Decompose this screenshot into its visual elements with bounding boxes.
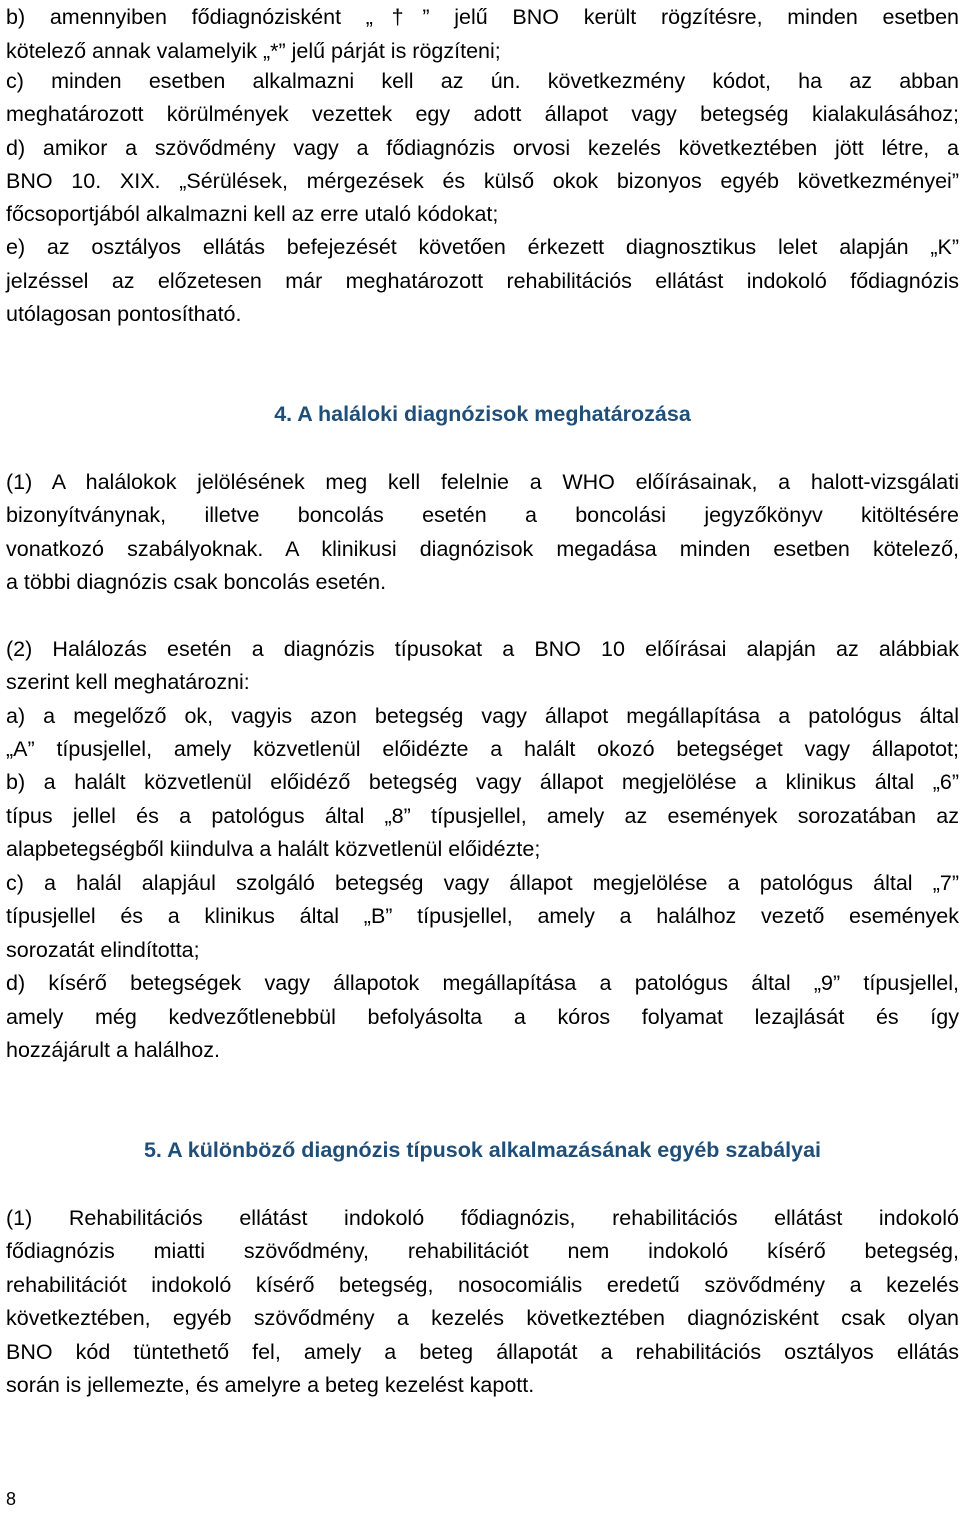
section-4-item-c-line-1: c) a halál alapjául szolgáló betegség vagy állapot megjelölése a patológus által „7” [6, 871, 959, 895]
section-4-item-a-line-2: „A” típusjellel, amely közvetlenül előidézte a halált okozó betegséget vagy állapotot; [6, 737, 959, 761]
section-4-p2-line-1: (2) Halálozás esetén a diagnózis típusokat a BNO 10 előírásai alapján az alábbiak [6, 637, 959, 661]
section-5-p1-line-4: következtében, egyéb szövődmény a kezelés következtében diagnózisként csak olyan [6, 1306, 959, 1330]
section-4-item-b-line-2: típus jellel és a patológus által „8” típusjellel, amely az események sorozatában az [6, 804, 959, 828]
section-4-p2-line-2: szerint kell meghatározni: [6, 670, 250, 694]
section-4-item-d-line-3: hozzájárult a halálhoz. [6, 1038, 220, 1062]
list-item-e-line-3: utólagosan pontosítható. [6, 302, 242, 326]
list-item-c-line-1: c) minden esetben alkalmazni kell az ún. következmény kódot, ha az abban [6, 69, 959, 93]
section-4-heading: 4. A haláloki diagnózisok meghatározása [274, 402, 691, 426]
section-4-p1-line-2: bizonyítványnak, illetve boncolás esetén a boncolási jegyzőkönyv kitöltésére [6, 503, 959, 527]
list-item-e-line-2: jelzéssel az előzetesen már meghatározott rehabilitációs ellátást indokoló fődiagnózis [6, 269, 959, 293]
section-4-p1-line-1: (1) A halálokok jelölésének meg kell felelnie a WHO előírásainak, a halott-vizsgálati [6, 470, 959, 494]
section-4-item-b-line-3: alapbetegségből kiindulva a halált közvetlenül előidézte; [6, 837, 541, 861]
list-item-b-line-2: kötelező annak valamelyik „*” jelű párját is rögzíteni; [6, 39, 501, 63]
section-4-item-b-line-1: b) a halált közvetlenül előidéző betegség vagy állapot megjelölése a klinikus által „6” [6, 770, 959, 794]
list-item-d-line-1: d) amikor a szövődmény vagy a fődiagnózis orvosi kezelés következtében jött létre, a [6, 136, 959, 160]
section-5-heading: 5. A különböző diagnózis típusok alkalmazásának egyéb szabályai [143, 1138, 822, 1162]
section-5-p1-line-3: rehabilitációt indokoló kísérő betegség, nosocomiális eredetű szövődmény a kezelés [6, 1273, 959, 1297]
section-4-item-a-line-1: a) a megelőző ok, vagyis azon betegség vagy állapot megállapítása a patológus által [6, 704, 959, 728]
document-page [6, 0, 959, 1515]
section-4-item-c-line-3: sorozatát elindította; [6, 938, 200, 962]
list-item-b-line-1: b) amennyiben fődiagnózisként „†” jelű BNO került rögzítésre, minden esetben [6, 5, 959, 29]
section-4-item-d-line-1: d) kísérő betegségek vagy állapotok megállapítása a patológus által „9” típusjellel, [6, 971, 959, 995]
list-item-d-line-3: főcsoportjából alkalmazni kell az erre utaló kódokat; [6, 202, 499, 226]
page-number: 8 [6, 1489, 17, 1509]
section-5-p1-line-2: fődiagnózis miatti szövődmény, rehabilitációt nem indokoló kísérő betegség, [6, 1239, 959, 1263]
section-5-p1-line-6: során is jellemezte, és amelyre a beteg kezelést kapott. [6, 1373, 535, 1397]
section-4-p1-line-3: vonatkozó szabályoknak. A klinikusi diagnózisok megadása minden esetben kötelező, [6, 537, 959, 561]
section-5-p1-line-5: BNO kód tüntethető fel, amely a beteg állapotát a rehabilitációs osztályos ellátás [6, 1340, 959, 1364]
section-4-item-c-line-2: típusjellel és a klinikus által „B” típusjellel, amely a halálhoz vezető események [6, 904, 959, 928]
list-item-d-line-2: BNO 10. XIX. „Sérülések, mérgezések és külső okok bizonyos egyéb következményei” [6, 169, 959, 193]
list-item-c-line-2: meghatározott körülmények vezettek egy adott állapot vagy betegség kialakulásához; [6, 102, 959, 126]
section-4-p1-line-4: a többi diagnózis csak boncolás esetén. [6, 570, 387, 594]
list-item-e-line-1: e) az osztályos ellátás befejezését követően érkezett diagnosztikus lelet alapján „K” [6, 235, 959, 259]
section-4-item-d-line-2: amely még kedvezőtlenebbül befolyásolta a kóros folyamat lezajlását és így [6, 1005, 959, 1029]
section-5-p1-line-1: (1) Rehabilitációs ellátást indokoló fődiagnózis, rehabilitációs ellátást indokoló [6, 1206, 959, 1230]
